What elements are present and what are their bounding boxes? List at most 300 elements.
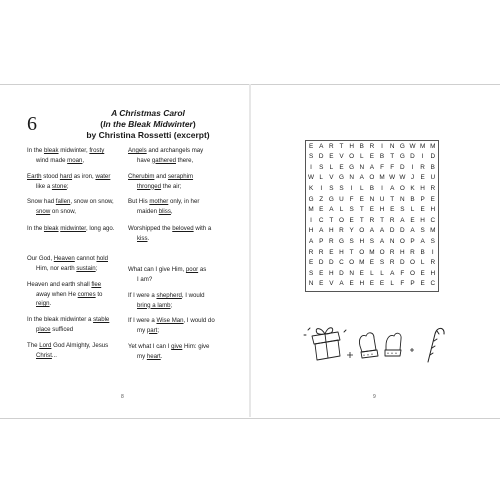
poem-line: [128, 172, 230, 182]
grid-letter[interactable]: E: [420, 280, 425, 288]
grid-letter[interactable]: I: [431, 248, 434, 256]
line-text: ;: [95, 264, 98, 272]
grid-letter[interactable]: G: [399, 153, 405, 161]
poem-line: [27, 207, 129, 217]
grid-letter[interactable]: G: [328, 195, 334, 203]
grid-letter[interactable]: E: [319, 206, 324, 214]
line-text: , snow on snow,: [70, 198, 114, 205]
grid-row: [306, 163, 438, 173]
grid-letter[interactable]: T: [390, 195, 395, 203]
grid-letter[interactable]: W: [399, 174, 406, 182]
grid-letter[interactable]: H: [420, 184, 425, 192]
grid-letter[interactable]: K: [410, 184, 415, 192]
line-text: sufficed: [50, 325, 74, 333]
grid-letter[interactable]: E: [319, 269, 324, 277]
grid-letter[interactable]: M: [379, 174, 385, 182]
line-text: my: [137, 352, 147, 360]
grid-letter[interactable]: E: [379, 280, 385, 288]
grid-letter[interactable]: V: [329, 174, 334, 182]
grid-letter[interactable]: F: [390, 163, 395, 171]
folio-right: 9: [373, 394, 376, 400]
grid-letter[interactable]: T: [329, 216, 334, 224]
grid-letter[interactable]: W: [308, 174, 315, 182]
title-byline: by Christina Rossetti (excerpt): [86, 130, 210, 140]
grid-letter[interactable]: D: [400, 259, 405, 267]
grid-letter[interactable]: B: [410, 195, 415, 203]
grid-letter[interactable]: W: [389, 174, 396, 182]
paren-close: ): [192, 119, 196, 129]
grid-letter[interactable]: T: [349, 248, 354, 256]
grid-letter[interactable]: E: [319, 280, 324, 288]
grid-letter[interactable]: O: [369, 174, 375, 182]
grid-letter[interactable]: N: [308, 280, 314, 288]
underlined-word: Earth: [27, 173, 42, 180]
grid-letter[interactable]: H: [329, 227, 334, 235]
poem-line: [128, 197, 230, 207]
grid-letter[interactable]: A: [308, 237, 314, 245]
grid-letter[interactable]: C: [430, 216, 436, 224]
grid-letter[interactable]: O: [349, 153, 355, 161]
line-text: ;: [157, 326, 160, 334]
grid-letter[interactable]: I: [320, 184, 323, 192]
underlined-word: midwinter: [60, 225, 86, 232]
line-text: Heaven and earth shall: [27, 281, 92, 288]
poem-line: [128, 234, 230, 244]
poem-line: [27, 264, 129, 274]
grid-letter[interactable]: A: [379, 227, 385, 235]
underlined-word: Lord: [39, 342, 52, 349]
underlined-word: snow: [36, 207, 51, 215]
grid-letter[interactable]: D: [410, 153, 415, 161]
grid-letter[interactable]: R: [389, 248, 395, 256]
grid-letter[interactable]: E: [369, 153, 375, 161]
poem-line: [27, 182, 129, 192]
grid-letter[interactable]: D: [329, 259, 334, 267]
grid-letter[interactable]: N: [400, 195, 405, 203]
grid-letter[interactable]: S: [349, 237, 354, 245]
poem-line: [27, 254, 129, 264]
poem-line: [27, 156, 129, 166]
grid-letter[interactable]: L: [370, 269, 374, 277]
grid-letter[interactable]: A: [369, 163, 375, 171]
grid-letter[interactable]: F: [400, 280, 405, 288]
line-text: Worshipped the: [128, 225, 173, 232]
grid-row: [306, 258, 438, 268]
grid-letter[interactable]: O: [409, 269, 415, 277]
folio-left: 8: [121, 394, 124, 400]
underlined-word: bliss: [158, 207, 171, 215]
grid-letter[interactable]: H: [308, 227, 314, 235]
grid-letter[interactable]: P: [319, 237, 324, 245]
grid-letter[interactable]: S: [339, 184, 344, 192]
line-text: have: [137, 156, 152, 164]
grid-letter[interactable]: E: [420, 269, 425, 277]
grid-letter[interactable]: H: [420, 216, 425, 224]
grid-letter[interactable]: W: [409, 142, 416, 150]
grid-row: [306, 226, 438, 236]
grid-letter[interactable]: C: [430, 280, 436, 288]
title-subtitle: In the Bleak Midwinter: [103, 119, 193, 129]
line-text: .: [160, 352, 163, 360]
line-text: like a: [36, 182, 52, 190]
grid-letter[interactable]: U: [430, 174, 436, 182]
poem-line: [128, 182, 230, 192]
grid-letter[interactable]: B: [430, 163, 435, 171]
sparkle-icon: [347, 348, 414, 358]
underlined-word: poor: [185, 266, 199, 273]
line-text: God Almighty, Jesus: [51, 342, 109, 349]
grid-letter[interactable]: I: [381, 184, 383, 192]
grid-letter[interactable]: F: [400, 269, 405, 277]
line-text: .: [49, 300, 52, 308]
poem-line: [128, 326, 230, 336]
poem-title: [58, 108, 238, 141]
grid-letter[interactable]: E: [329, 248, 334, 256]
title-line-1: A Christmas Carol: [111, 108, 185, 118]
grid-letter[interactable]: Y: [349, 227, 354, 235]
grid-letter[interactable]: A: [329, 206, 334, 214]
grid-letter[interactable]: N: [389, 237, 395, 245]
grid-letter[interactable]: T: [359, 206, 364, 214]
grid-letter[interactable]: O: [399, 237, 405, 245]
line-text: Yet what I can I: [128, 343, 172, 350]
grid-letter[interactable]: H: [430, 206, 436, 214]
grid-letter[interactable]: L: [339, 206, 344, 214]
underlined-word: stone: [51, 182, 67, 190]
grid-letter[interactable]: A: [410, 227, 415, 235]
underlined-word: heart: [146, 352, 161, 360]
grid-letter[interactable]: R: [389, 259, 395, 267]
grid-letter[interactable]: G: [399, 142, 405, 150]
stanza: [128, 316, 230, 335]
grid-letter[interactable]: A: [359, 174, 364, 182]
grid-letter[interactable]: A: [400, 216, 405, 224]
grid-letter[interactable]: R: [339, 227, 344, 235]
underlined-word: hard: [59, 173, 73, 180]
line-text: If I were a: [128, 317, 157, 324]
poem-line: [128, 291, 230, 301]
grid-row: [306, 248, 438, 258]
grid-row: [306, 237, 438, 247]
grid-letter[interactable]: R: [369, 142, 375, 150]
grid-letter[interactable]: R: [420, 163, 425, 171]
underlined-word: flee: [91, 281, 102, 288]
grid-letter[interactable]: V: [329, 280, 334, 288]
line-text: ...: [51, 351, 58, 359]
underlined-word: moan: [67, 156, 83, 164]
grid-letter[interactable]: C: [339, 259, 344, 267]
grid-letter[interactable]: R: [318, 248, 324, 256]
grid-letter[interactable]: H: [329, 269, 334, 277]
grid-letter[interactable]: F: [380, 163, 384, 171]
underlined-word: reign: [36, 300, 50, 308]
grid-letter[interactable]: T: [359, 216, 364, 224]
stanza: [128, 265, 230, 284]
underlined-word: beloved: [172, 225, 194, 232]
grid-letter[interactable]: L: [380, 269, 384, 277]
grid-letter[interactable]: A: [339, 280, 344, 288]
line-text: my: [137, 326, 147, 334]
grid-row: [306, 216, 438, 226]
grid-letter[interactable]: E: [359, 269, 364, 277]
grid-letter[interactable]: O: [379, 248, 385, 256]
grid-letter[interactable]: C: [318, 216, 324, 224]
grid-letter[interactable]: E: [339, 163, 344, 171]
line-text: wind made: [36, 156, 68, 164]
grid-letter[interactable]: B: [420, 248, 425, 256]
line-text: and archangels may: [146, 147, 204, 154]
grid-letter[interactable]: I: [381, 142, 383, 150]
grid-letter[interactable]: M: [430, 227, 436, 235]
grid-letter[interactable]: S: [369, 237, 375, 245]
stanza: [128, 146, 230, 165]
grid-letter[interactable]: U: [339, 195, 344, 203]
grid-letter[interactable]: M: [430, 142, 436, 150]
grid-letter[interactable]: L: [410, 206, 415, 214]
poem-line: [27, 290, 129, 300]
grid-letter[interactable]: D: [318, 259, 324, 267]
line-text: ;: [170, 301, 173, 309]
stanza: [27, 315, 129, 334]
grid-letter[interactable]: T: [380, 216, 384, 224]
grid-letter[interactable]: R: [308, 248, 314, 256]
grid-letter[interactable]: E: [369, 259, 375, 267]
grid-letter[interactable]: H: [359, 237, 365, 245]
grid-letter[interactable]: T: [390, 153, 395, 161]
grid-letter[interactable]: K: [308, 184, 314, 192]
grid-letter[interactable]: O: [349, 259, 355, 267]
poem-line: [27, 315, 129, 325]
grid-letter[interactable]: N: [349, 269, 354, 277]
grid-letter[interactable]: D: [389, 227, 395, 235]
line-text: only, in her: [168, 198, 200, 205]
grid-letter[interactable]: L: [390, 280, 394, 288]
grid-letter[interactable]: E: [420, 206, 425, 214]
grid-letter[interactable]: D: [400, 163, 405, 171]
poem-line: [128, 301, 230, 311]
grid-letter[interactable]: D: [400, 227, 405, 235]
grid-letter[interactable]: V: [339, 153, 344, 161]
grid-letter[interactable]: A: [390, 269, 395, 277]
grid-letter[interactable]: O: [339, 216, 344, 224]
grid-letter[interactable]: H: [430, 269, 436, 277]
line-text: there,: [175, 156, 194, 164]
poem-line: [27, 351, 129, 361]
stanza: [27, 254, 129, 273]
grid-letter[interactable]: S: [430, 237, 435, 245]
line-text: .: [147, 234, 150, 242]
grid-letter[interactable]: A: [390, 184, 395, 192]
line-text: the air;: [161, 182, 182, 190]
grid-letter[interactable]: R: [410, 248, 415, 256]
grid-letter[interactable]: G: [339, 237, 344, 245]
grid-letter[interactable]: E: [329, 153, 334, 161]
grid-letter[interactable]: E: [349, 216, 354, 224]
grid-letter[interactable]: G: [308, 195, 314, 203]
grid-letter[interactable]: R: [369, 216, 375, 224]
grid-letter[interactable]: S: [308, 269, 314, 277]
grid-letter[interactable]: O: [399, 184, 405, 192]
grid-letter[interactable]: B: [379, 153, 385, 161]
line-text: with a: [193, 225, 212, 232]
line-text: In the: [27, 147, 44, 154]
grid-letter[interactable]: L: [329, 163, 334, 171]
mittens-icon: [359, 333, 401, 358]
underlined-word: give: [171, 343, 183, 350]
grid-letter[interactable]: H: [379, 206, 385, 214]
grid-letter[interactable]: E: [369, 206, 375, 214]
grid-letter[interactable]: S: [349, 206, 354, 214]
line-text: cannot: [74, 255, 97, 262]
grid-letter[interactable]: M: [359, 259, 365, 267]
poem-line: [27, 325, 129, 335]
grid-letter[interactable]: Z: [319, 195, 324, 203]
grid-letter[interactable]: B: [369, 184, 375, 192]
line-text: to: [95, 290, 103, 298]
line-text: on snow,: [50, 207, 76, 215]
grid-letter[interactable]: S: [329, 184, 334, 192]
underlined-word: bleak: [43, 225, 59, 232]
underlined-word: seraphim: [167, 173, 194, 180]
line-text: , long ago.: [85, 225, 115, 232]
underlined-word: mother: [149, 198, 169, 205]
grid-letter[interactable]: E: [359, 195, 364, 203]
grid-letter[interactable]: I: [350, 184, 353, 192]
grid-letter[interactable]: E: [308, 142, 314, 150]
poem-line: [27, 224, 129, 234]
poem-line: [128, 316, 230, 326]
line-text: ;: [66, 182, 69, 190]
poem-line: [128, 207, 230, 217]
grid-letter[interactable]: B: [359, 142, 364, 150]
grid-letter[interactable]: O: [359, 248, 365, 256]
grid-letter[interactable]: S: [379, 259, 385, 267]
underlined-word: stable: [93, 316, 110, 323]
grid-letter[interactable]: M: [308, 206, 314, 214]
grid-letter[interactable]: R: [430, 184, 436, 192]
grid-letter[interactable]: A: [319, 227, 324, 235]
grid-row: [306, 152, 438, 162]
underlined-word: gathered: [151, 156, 176, 164]
grid-letter[interactable]: H: [349, 142, 354, 150]
line-text: The: [27, 342, 40, 349]
grid-letter[interactable]: E: [390, 206, 395, 214]
grid-letter[interactable]: E: [430, 195, 435, 203]
grid-letter[interactable]: S: [400, 206, 405, 214]
grid-letter[interactable]: H: [339, 248, 344, 256]
poem-line: [27, 197, 129, 207]
line-text: Him, nor earth: [36, 264, 77, 272]
grid-letter[interactable]: O: [409, 259, 415, 267]
grid-letter[interactable]: D: [339, 269, 344, 277]
grid-letter[interactable]: S: [319, 163, 324, 171]
underlined-word: kiss: [137, 234, 148, 242]
grid-row: [306, 269, 438, 279]
grid-letter[interactable]: E: [369, 280, 375, 288]
grid-letter[interactable]: P: [410, 280, 415, 288]
stanza: [27, 146, 129, 165]
grid-letter[interactable]: I: [310, 216, 312, 224]
grid-letter[interactable]: A: [369, 227, 375, 235]
line-text: If I were a: [128, 292, 157, 299]
grid-letter[interactable]: N: [349, 174, 354, 182]
grid-letter[interactable]: N: [369, 195, 375, 203]
poem-line: [27, 172, 129, 182]
grid-row: [306, 173, 438, 183]
stanza: [27, 172, 129, 191]
grid-letter[interactable]: S: [420, 227, 425, 235]
grid-letter[interactable]: O: [359, 227, 365, 235]
paren-open: (: [100, 119, 104, 129]
poem-line: [128, 342, 230, 352]
stanza: [27, 341, 129, 360]
underlined-word: bring a lamb: [137, 301, 171, 309]
stanza: [128, 197, 230, 216]
grid-letter[interactable]: E: [410, 216, 415, 224]
grid-letter[interactable]: M: [419, 142, 426, 150]
grid-letter[interactable]: L: [420, 259, 425, 267]
grid-letter[interactable]: N: [359, 163, 365, 171]
line-text: ,: [170, 207, 173, 215]
grid-letter[interactable]: G: [349, 163, 355, 171]
grid-letter[interactable]: U: [379, 195, 385, 203]
grid-letter[interactable]: F: [349, 195, 354, 203]
grid-letter[interactable]: A: [379, 237, 385, 245]
grid-letter[interactable]: J: [410, 174, 415, 182]
stanza: [27, 224, 129, 234]
grid-letter[interactable]: R: [430, 259, 436, 267]
grid-letter[interactable]: G: [339, 174, 344, 182]
grid-letter[interactable]: H: [359, 280, 365, 288]
grid-letter[interactable]: P: [410, 237, 415, 245]
grid-letter[interactable]: S: [308, 153, 314, 161]
line-text: Our God,: [27, 255, 54, 262]
grid-letter[interactable]: L: [319, 174, 323, 182]
grid-letter[interactable]: L: [359, 153, 364, 161]
grid-letter[interactable]: D: [430, 153, 436, 161]
grid-letter[interactable]: I: [421, 153, 424, 161]
line-text: stood: [41, 173, 60, 180]
grid-row: [306, 279, 438, 289]
grid-letter[interactable]: T: [339, 142, 344, 150]
poem-line: [128, 224, 230, 234]
stanza: [128, 342, 230, 361]
grid-letter[interactable]: H: [400, 248, 405, 256]
grid-letter[interactable]: P: [420, 195, 425, 203]
grid-letter[interactable]: M: [369, 248, 375, 256]
grid-letter[interactable]: I: [411, 163, 414, 171]
line-text: I am?: [137, 275, 153, 283]
page-fold: [249, 84, 251, 417]
underlined-word: shepherd: [156, 292, 182, 299]
grid-letter[interactable]: E: [420, 174, 425, 182]
poem-line: [27, 299, 129, 309]
grid-letter[interactable]: L: [359, 184, 364, 192]
stanza: [128, 224, 230, 243]
grid-letter[interactable]: A: [319, 142, 324, 150]
grid-letter[interactable]: N: [389, 142, 395, 150]
grid-letter[interactable]: E: [308, 259, 314, 267]
grid-letter[interactable]: I: [310, 163, 312, 171]
grid-letter[interactable]: R: [329, 142, 334, 150]
underlined-word: Cherubim: [128, 173, 155, 180]
grid-letter[interactable]: E: [349, 280, 354, 288]
grid-row: [306, 195, 438, 205]
grid-letter[interactable]: R: [389, 216, 395, 224]
grid-letter[interactable]: D: [318, 153, 324, 161]
grid-letter[interactable]: A: [420, 237, 425, 245]
grid-letter[interactable]: R: [329, 237, 334, 245]
